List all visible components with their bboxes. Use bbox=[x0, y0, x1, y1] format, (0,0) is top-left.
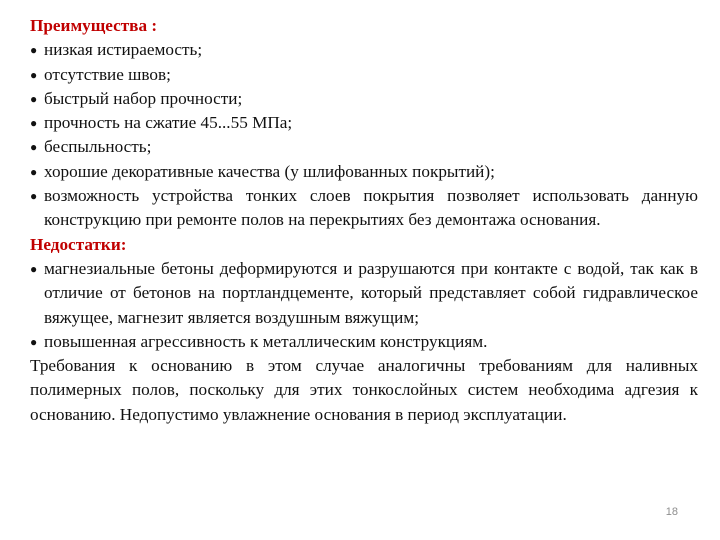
list-item: ● прочность на сжатие 45...55 МПа; bbox=[30, 111, 698, 135]
requirements-paragraph: Требования к основанию в этом случае аналогичны требованиям для наливных полимерных полов, поскольку для этих тонкослойных систем необходима адгезия к основанию. Недопустимо увлажнение основания в период эксплуатации. bbox=[30, 356, 698, 424]
bullet-icon: ● bbox=[30, 140, 38, 155]
list-item: ● отсутствие швов; bbox=[30, 63, 698, 87]
bullet-icon: ● bbox=[30, 116, 38, 131]
list-item: ● повышенная агрессивность к металлическим конструкциям. bbox=[30, 330, 698, 354]
page-number: 18 bbox=[665, 506, 678, 518]
bullet-icon: ● bbox=[30, 261, 38, 276]
list-item: ● низкая истираемость; bbox=[30, 38, 698, 62]
advantages-heading: Преимущества : bbox=[30, 16, 158, 35]
bullet-icon: ● bbox=[30, 189, 38, 204]
bullet-icon: ● bbox=[30, 334, 38, 349]
disadvantages-heading: Недостатки: bbox=[30, 234, 127, 254]
disadvantages-list bbox=[30, 257, 698, 354]
slide-content bbox=[30, 14, 698, 427]
list-item: ● беспыльность; bbox=[30, 135, 698, 159]
bullet-icon: ● bbox=[30, 91, 38, 106]
advantages-list bbox=[30, 38, 698, 232]
bullet-icon: ● bbox=[30, 67, 38, 82]
list-item: ● хорошие декоративные качества (у шлифованных покрытий); bbox=[30, 160, 698, 184]
bullet-icon: ● bbox=[30, 43, 38, 58]
list-item: ● возможность устройства тонких слоев покрытия позволяет использовать данную конструкцию при ремонте полов на перекрытиях без демонтажа основания. bbox=[30, 186, 698, 230]
list-item: ● быстрый набор прочности; bbox=[30, 87, 698, 111]
list-item: ● магнезиальные бетоны деформируются и разрушаются при контакте с водой, так как в отличие от бетонов на портландцементе, который представляет собой гидравлическое вяжущее, магнезит является воздушным вяжущим; bbox=[30, 258, 698, 327]
bullet-icon: ● bbox=[30, 164, 38, 179]
